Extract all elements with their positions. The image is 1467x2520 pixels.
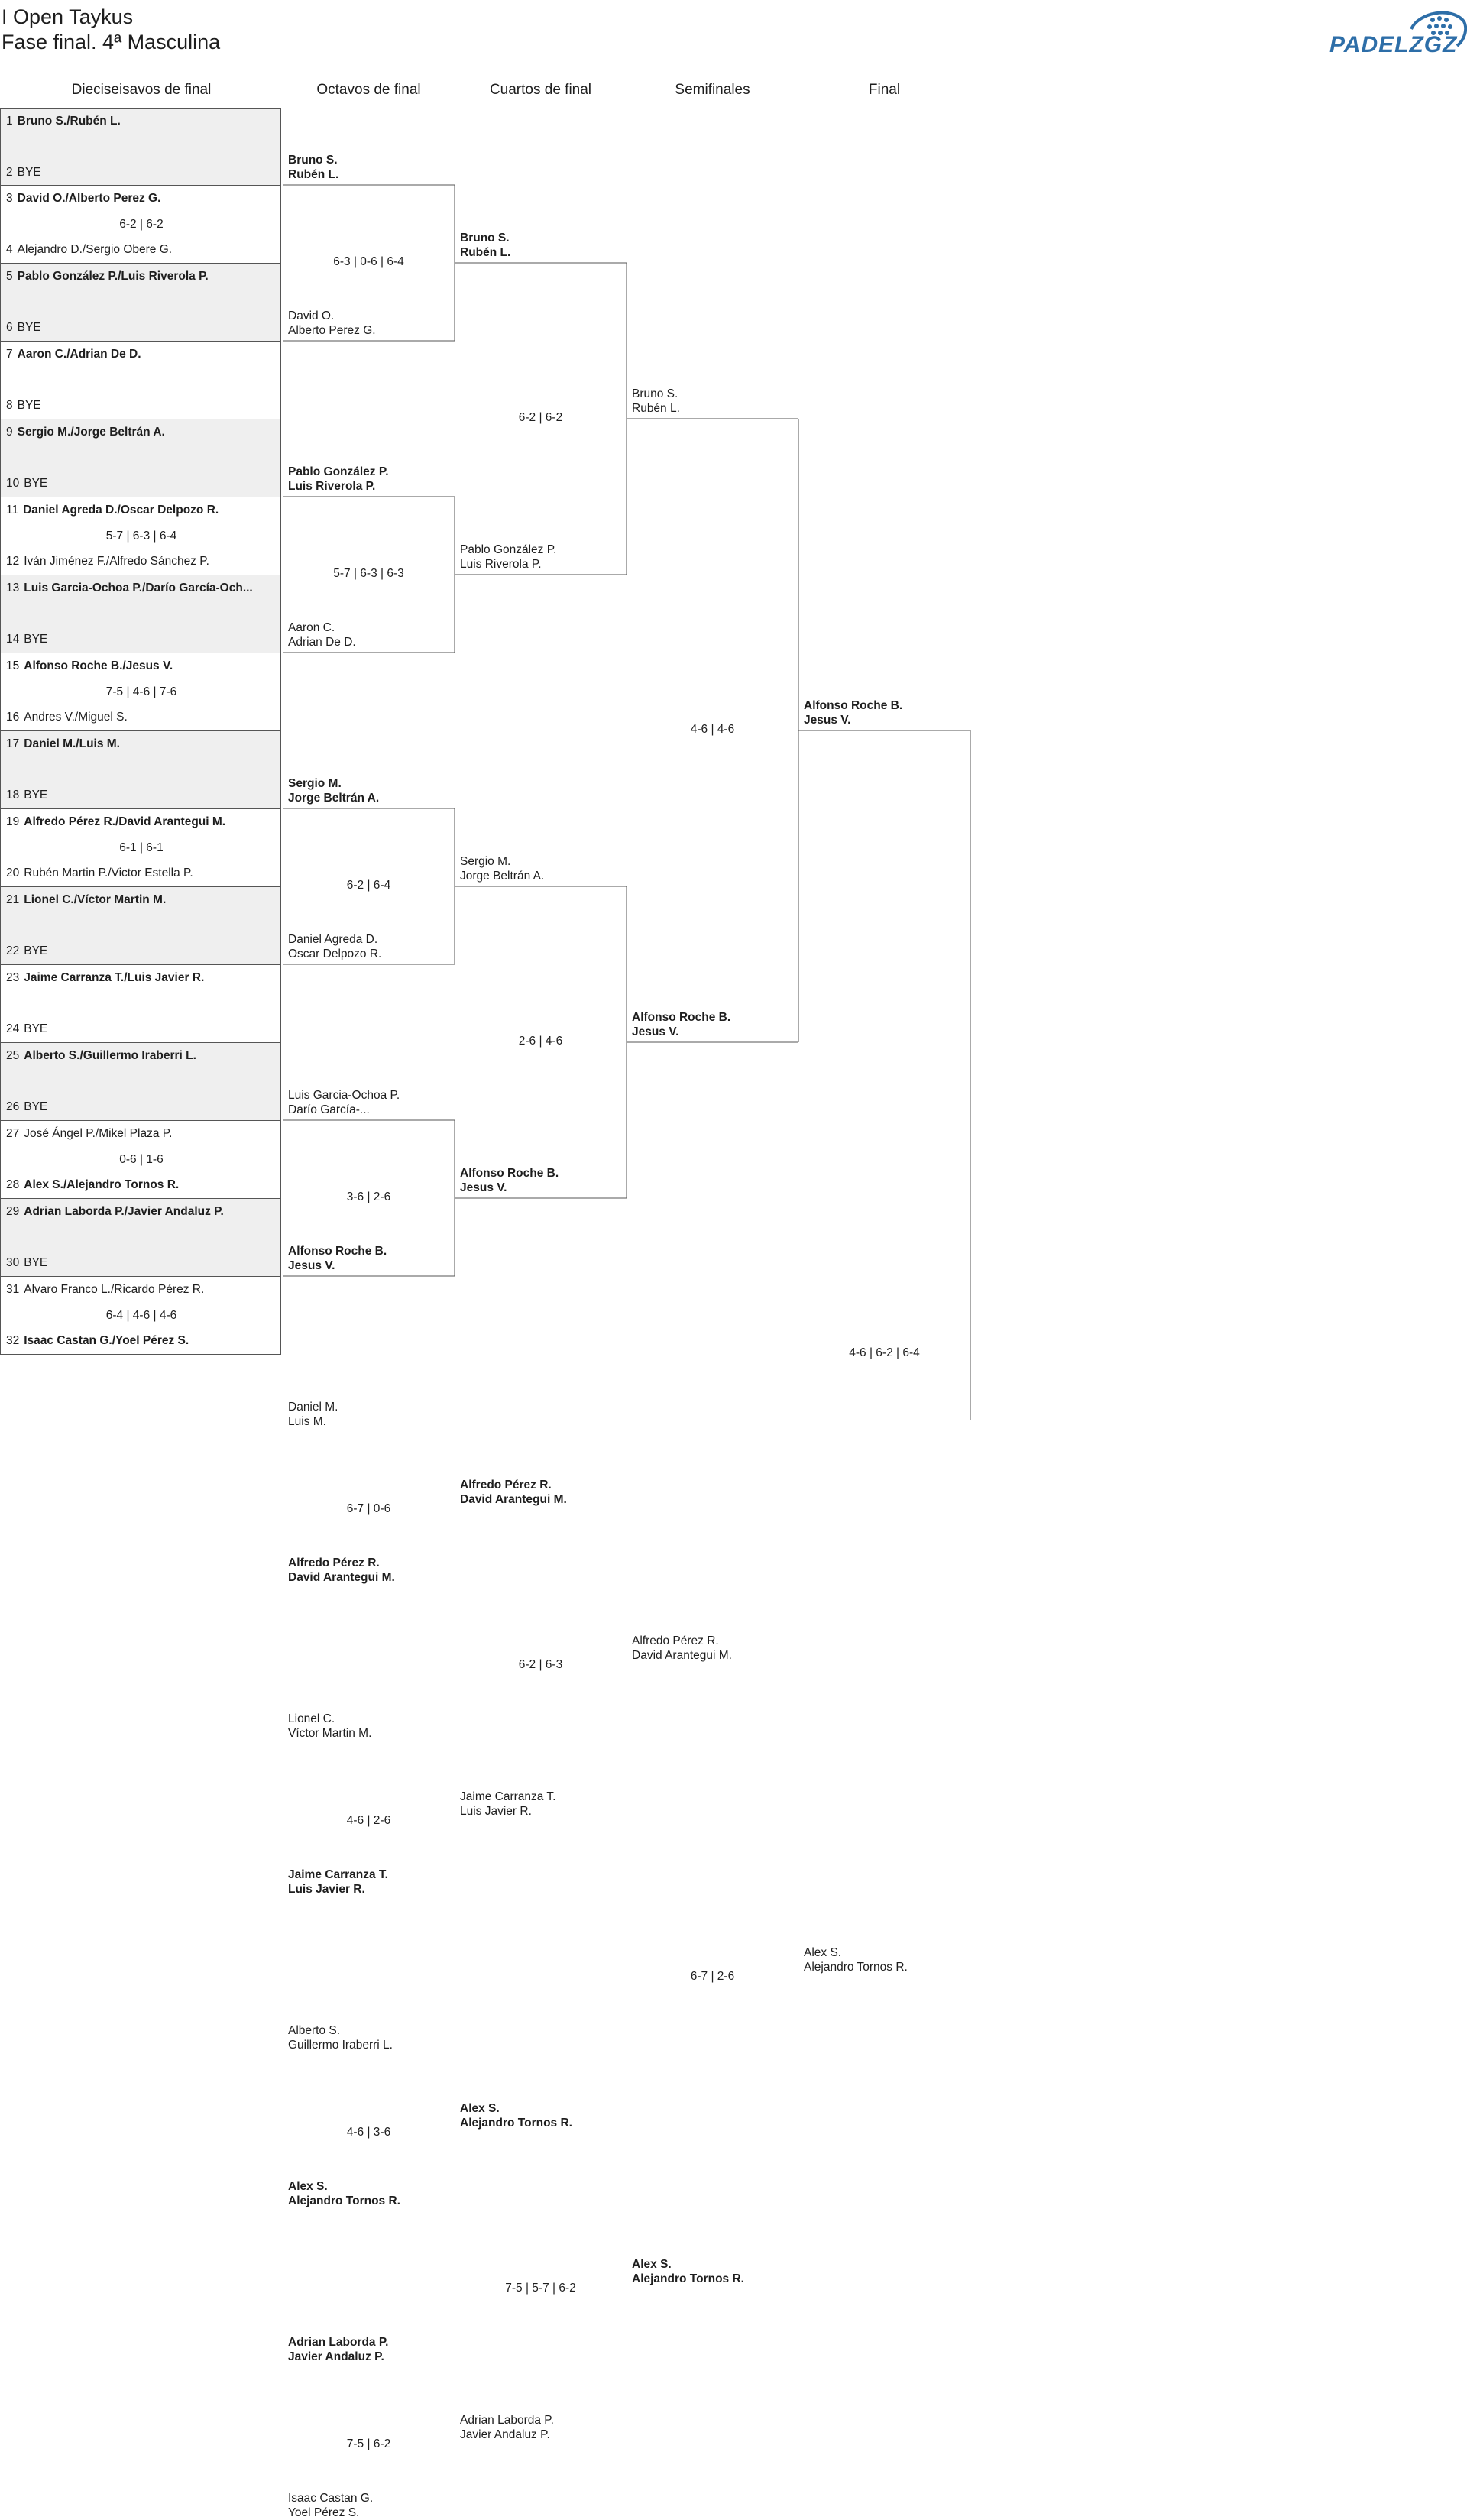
seed-number: 19 — [6, 815, 20, 828]
player-name: Jesus V. — [288, 1259, 335, 1272]
player-name: Pablo González P. — [460, 543, 557, 556]
team-name: Alex S./Alejandro Tornos R. — [24, 1178, 180, 1191]
player-name: Alex S. — [632, 2258, 672, 2271]
seed-number: 15 — [6, 659, 20, 672]
qf-match-score: 7-5 | 5-7 | 6-2 — [505, 2282, 576, 2295]
player-name: Daniel M. — [288, 1401, 338, 1414]
seed-number: 20 — [6, 866, 20, 879]
player-name: Alex S. — [804, 1946, 842, 1959]
player-name: Alfonso Roche B. — [288, 1245, 387, 1258]
seed-number: 23 — [6, 971, 20, 984]
player-name: Sergio M. — [460, 855, 511, 868]
seed-number: 9 — [6, 426, 13, 439]
player-name: David Arantegui M. — [460, 1493, 567, 1506]
player-name: Adrian De D. — [288, 636, 356, 649]
player-name: Rubén L. — [288, 168, 339, 181]
player-name: Darío García-... — [288, 1103, 370, 1116]
r16-match-team — [288, 2023, 393, 2052]
seed-number: 3 — [6, 192, 13, 205]
player-name: Bruno S. — [460, 232, 510, 245]
player-name: Alberto S. — [288, 2024, 341, 2037]
player-name: Jesus V. — [632, 1025, 679, 1038]
player-name: Alfredo Pérez R. — [460, 1479, 552, 1492]
player-name: Guillermo Iraberri L. — [288, 2039, 393, 2052]
seed-number: 6 — [6, 321, 13, 334]
player-name: Alfredo Pérez R. — [288, 1556, 380, 1569]
team-name: BYE — [24, 633, 48, 646]
sf-match-team — [632, 2257, 744, 2286]
r16-match-score: 6-3 | 0-6 | 6-4 — [333, 255, 404, 268]
r16-match-score: 7-5 | 6-2 — [346, 2437, 391, 2450]
player-name: Alfonso Roche B. — [632, 1011, 731, 1024]
sf-match-score: 4-6 | 4-6 — [690, 723, 735, 736]
team-name: Isaac Castan G./Yoel Pérez S. — [24, 1334, 189, 1347]
player-name: Luis Javier R. — [460, 1805, 532, 1818]
seed-number: 25 — [6, 1049, 20, 1062]
team-name: Alfonso Roche B./Jesus V. — [24, 659, 173, 672]
player-name: Sergio M. — [288, 777, 342, 790]
team-name: BYE — [24, 477, 48, 490]
seed-number: 4 — [6, 243, 13, 256]
player-name: Oscar Delpozo R. — [288, 947, 382, 960]
team-name: Lionel C./Víctor Martin M. — [24, 893, 167, 906]
seed-number: 16 — [6, 711, 20, 724]
player-name: Jaime Carranza T. — [460, 1790, 556, 1803]
player-name: Alex S. — [288, 2180, 328, 2193]
player-name: Daniel Agreda D. — [288, 933, 378, 946]
seed-number: 28 — [6, 1178, 20, 1191]
team-name: Alberto S./Guillermo Iraberri L. — [24, 1049, 196, 1062]
player-name: Pablo González P. — [288, 465, 389, 478]
seed-number: 14 — [6, 633, 20, 646]
match-score: 7-5 | 4-6 | 7-6 — [105, 685, 177, 698]
round-header-sf: Semifinales — [675, 82, 750, 98]
player-name: David O. — [288, 309, 335, 322]
player-name: Yoel Pérez S. — [288, 2506, 360, 2519]
round-header-r16: Octavos de final — [316, 82, 421, 98]
r16-match-team — [288, 1712, 371, 1741]
team-name: BYE — [17, 321, 41, 334]
team-name: Andres V./Miguel S. — [24, 711, 128, 724]
player-name: Alejandro Tornos R. — [804, 1961, 908, 1974]
player-name: David Arantegui M. — [632, 1649, 732, 1662]
round-header-r32: Dieciseisavos de final — [71, 82, 212, 98]
team-name: BYE — [17, 399, 41, 412]
seed-number: 12 — [6, 555, 20, 568]
r16-match-team — [288, 2335, 389, 2364]
round-header-qf: Cuartos de final — [489, 82, 592, 98]
seed-number: 29 — [6, 1205, 20, 1218]
team-name: BYE — [24, 789, 48, 802]
player-name: Adrian Laborda P. — [460, 2414, 554, 2427]
team-name: BYE — [17, 166, 41, 179]
sf-match-score: 6-7 | 2-6 — [690, 1970, 735, 1983]
player-name: Alex S. — [460, 2102, 500, 2115]
seed-number: 8 — [6, 399, 13, 412]
r16-match-score: 3-6 | 2-6 — [346, 1190, 391, 1203]
seed-number: 17 — [6, 737, 20, 750]
round-header-final: Final — [868, 82, 901, 98]
player-name: Alejandro Tornos R. — [288, 2194, 400, 2207]
page-title: I Open Taykus — [2, 5, 134, 28]
team-name: Daniel M./Luis M. — [24, 737, 120, 750]
r16-match-team — [288, 2179, 400, 2208]
match-score: 5-7 | 6-3 | 6-4 — [105, 530, 177, 543]
player-name: Adrian Laborda P. — [288, 2336, 389, 2349]
match-score: 6-1 | 6-1 — [119, 841, 164, 854]
player-name: Alejandro Tornos R. — [632, 2272, 744, 2285]
player-name: Jorge Beltrán A. — [460, 870, 545, 883]
r16-match-score: 6-7 | 0-6 — [346, 1502, 391, 1515]
r16-match-team — [288, 2491, 373, 2520]
page-subtitle: Fase final. 4ª Masculina — [2, 31, 221, 53]
player-name: Javier Andaluz P. — [288, 2350, 384, 2363]
player-name: Lionel C. — [288, 1712, 335, 1725]
seed-number: 18 — [6, 789, 20, 802]
team-name: Alfredo Pérez R./David Arantegui M. — [24, 815, 226, 828]
team-name: Pablo González P./Luis Riverola P. — [17, 270, 209, 283]
player-name: Isaac Castan G. — [288, 2492, 374, 2505]
player-name: Aaron C. — [288, 621, 335, 634]
player-name: David Arantegui M. — [288, 1571, 395, 1584]
seed-number: 22 — [6, 944, 20, 957]
team-name: David O./Alberto Perez G. — [17, 192, 161, 205]
seed-number: 11 — [6, 504, 19, 517]
team-name: Luis Garcia-Ochoa P./Darío García-Och... — [24, 581, 253, 594]
team-name: BYE — [24, 1100, 48, 1113]
team-name: Daniel Agreda D./Oscar Delpozo R. — [23, 504, 219, 517]
team-name: Iván Jiménez F./Alfredo Sánchez P. — [24, 555, 209, 568]
player-name: Rubén L. — [632, 402, 680, 415]
team-name: Sergio M./Jorge Beltrán A. — [17, 426, 165, 439]
seed-number: 30 — [6, 1256, 20, 1269]
match-score: 6-2 | 6-2 — [119, 218, 164, 231]
r16-match-score: 5-7 | 6-3 | 6-3 — [333, 567, 404, 580]
player-name: Alfredo Pérez R. — [632, 1634, 719, 1647]
player-name: Luis Javier R. — [288, 1883, 365, 1896]
match-score: 0-6 | 1-6 — [119, 1153, 164, 1166]
match-score: 6-4 | 4-6 | 4-6 — [105, 1309, 177, 1322]
seed-number: 13 — [6, 581, 20, 594]
player-name: Luis Riverola P. — [288, 480, 376, 493]
seed-number: 24 — [6, 1022, 20, 1035]
player-name: Luis Garcia-Ochoa P. — [288, 1089, 400, 1102]
logo-text: PADELZGZ — [1329, 32, 1458, 57]
player-name: Jaime Carranza T. — [288, 1868, 388, 1881]
player-name: Alberto Perez G. — [288, 324, 376, 337]
team-name: Alvaro Franco L./Ricardo Pérez R. — [24, 1283, 205, 1296]
seed-number: 7 — [6, 348, 13, 361]
r16-match-score: 4-6 | 3-6 — [346, 2126, 391, 2139]
team-name: Alejandro D./Sergio Obere G. — [17, 243, 173, 256]
seed-number: 1 — [6, 115, 13, 128]
player-name: Alfonso Roche B. — [804, 699, 903, 712]
player-name: Jorge Beltrán A. — [288, 792, 380, 805]
qf-match-team — [460, 1478, 567, 1507]
player-name: Bruno S. — [288, 154, 338, 167]
team-name: Bruno S./Rubén L. — [17, 115, 121, 128]
seed-number: 32 — [6, 1334, 20, 1347]
r16-match-team — [288, 1867, 388, 1896]
player-name: Luis M. — [288, 1415, 326, 1428]
r16-match-score: 6-2 | 6-4 — [346, 879, 391, 892]
seed-number: 26 — [6, 1100, 20, 1113]
seed-number: 27 — [6, 1127, 20, 1140]
seed-number: 2 — [6, 166, 13, 179]
team-name: José Ángel P./Mikel Plaza P. — [24, 1127, 173, 1140]
player-name: Alejandro Tornos R. — [460, 2117, 572, 2130]
sf-match-team — [632, 1634, 732, 1663]
team-name: BYE — [24, 1022, 48, 1035]
player-name: Víctor Martin M. — [288, 1727, 372, 1740]
seed-number: 21 — [6, 893, 20, 906]
qf-match-team — [460, 2101, 572, 2130]
r16-match-team — [288, 1556, 395, 1585]
team-name: BYE — [24, 944, 48, 957]
final-match-team — [804, 1945, 908, 1974]
team-name: Rubén Martin P./Victor Estella P. — [24, 866, 193, 879]
player-name: Bruno S. — [632, 387, 678, 400]
qf-match-score: 6-2 | 6-3 — [518, 1658, 563, 1671]
r16-match-score: 4-6 | 2-6 — [346, 1814, 391, 1827]
team-name: Jaime Carranza T./Luis Javier R. — [24, 971, 205, 984]
qf-match-score: 6-2 | 6-2 — [518, 411, 563, 424]
qf-match-score: 2-6 | 4-6 — [518, 1035, 563, 1048]
team-name: Adrian Laborda P./Javier Andaluz P. — [24, 1205, 224, 1218]
qf-match-team — [460, 2413, 554, 2442]
player-name: Luis Riverola P. — [460, 558, 542, 571]
player-name: Jesus V. — [460, 1181, 507, 1194]
seed-number: 10 — [6, 477, 20, 490]
team-name: BYE — [24, 1256, 48, 1269]
player-name: Jesus V. — [804, 714, 851, 727]
final-match-score: 4-6 | 6-2 | 6-4 — [849, 1346, 920, 1359]
player-name: Alfonso Roche B. — [460, 1167, 559, 1180]
seed-number: 5 — [6, 270, 13, 283]
player-name: Rubén L. — [460, 246, 511, 259]
qf-match-team — [460, 1790, 555, 1819]
seed-number: 31 — [6, 1283, 20, 1296]
team-name: Aaron C./Adrian De D. — [17, 348, 141, 361]
player-name: Javier Andaluz P. — [460, 2428, 550, 2441]
